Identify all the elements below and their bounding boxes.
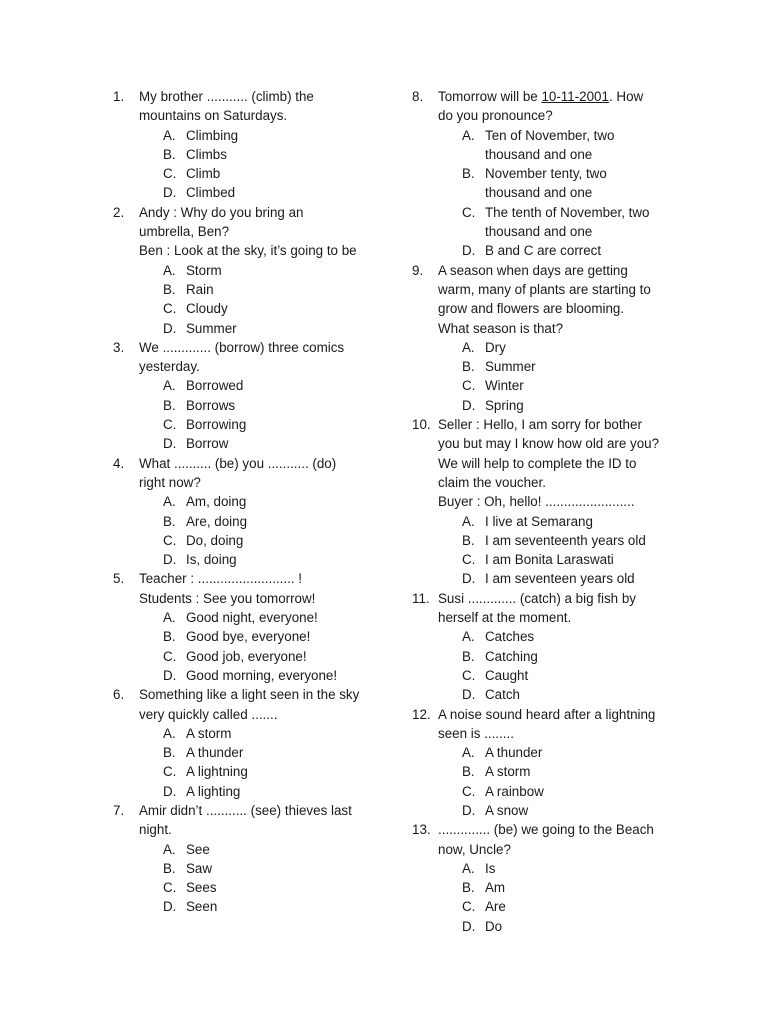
question-text: Andy : Why do you bring an xyxy=(139,204,304,220)
option-text: Do xyxy=(485,918,503,934)
question-text: We ............. (borrow) three comics xyxy=(139,339,345,355)
question-text: mountains on Saturdays. xyxy=(139,108,288,124)
option-text: November tenty, two xyxy=(485,166,607,182)
option-text: Winter xyxy=(485,378,524,394)
option-text: I am Bonita Laraswati xyxy=(485,552,614,568)
answer-option xyxy=(462,897,684,916)
option-letter: D. xyxy=(462,918,476,934)
question-text: Ben : Look at the sky, it’s going to be xyxy=(139,243,357,259)
answer-option xyxy=(163,647,375,666)
question-text: grow and flowers are blooming. xyxy=(438,301,625,317)
question-text-line xyxy=(139,106,375,125)
answer-option xyxy=(462,762,684,781)
answer-option xyxy=(163,126,375,145)
option-letter: B. xyxy=(163,745,176,761)
question-number: 13. xyxy=(412,822,431,838)
question-5 xyxy=(113,569,375,685)
question-number: 5. xyxy=(113,571,125,587)
answer-options xyxy=(139,376,375,453)
option-text: Do, doing xyxy=(186,532,244,548)
question-text-line xyxy=(139,820,375,839)
option-text: Borrows xyxy=(186,397,236,413)
option-letter: B. xyxy=(462,648,475,664)
option-text: B and C are correct xyxy=(485,243,602,259)
question-text: A season when days are getting xyxy=(438,262,628,278)
question-text-line xyxy=(438,87,684,106)
question-text-line xyxy=(438,415,684,434)
question-text: yesterday. xyxy=(139,359,200,375)
option-text: A storm xyxy=(186,725,232,741)
option-text: Rain xyxy=(186,281,214,297)
option-letter: C. xyxy=(462,667,476,683)
question-number: 6. xyxy=(113,687,125,703)
answer-option xyxy=(163,782,375,801)
question-text: Seller : Hello, I am sorry for bother xyxy=(438,417,642,433)
question-text: warm, many of plants are starting to xyxy=(438,281,651,297)
option-letter: D. xyxy=(462,802,476,818)
answer-option xyxy=(462,666,684,685)
answer-option xyxy=(163,319,375,338)
option-letter: C. xyxy=(163,417,177,433)
option-letter: B. xyxy=(462,764,475,780)
option-letter: A. xyxy=(163,378,176,394)
answer-option xyxy=(163,878,375,897)
option-text: Ten of November, two xyxy=(485,127,615,143)
option-letter: C. xyxy=(163,166,177,182)
question-text-line xyxy=(139,589,375,608)
option-text: Good job, everyone! xyxy=(186,648,307,664)
answer-option xyxy=(462,878,684,897)
answer-option xyxy=(462,126,684,165)
option-text: See xyxy=(186,841,210,857)
answer-options xyxy=(139,261,375,338)
answer-option xyxy=(163,396,375,415)
option-letter: D. xyxy=(462,243,476,259)
option-letter: A. xyxy=(462,860,475,876)
option-text: Borrow xyxy=(186,436,229,452)
answer-option xyxy=(462,782,684,801)
question-text-line xyxy=(139,357,375,376)
option-text: A snow xyxy=(485,802,529,818)
answer-option xyxy=(462,685,684,704)
option-letter: B. xyxy=(163,860,176,876)
option-text: The tenth of November, two xyxy=(485,204,650,220)
option-text: I live at Semarang xyxy=(485,513,593,529)
answer-options xyxy=(438,512,684,589)
question-text-line xyxy=(438,724,684,743)
question-text: night. xyxy=(139,822,172,838)
answer-option xyxy=(462,338,684,357)
answer-option xyxy=(163,415,375,434)
option-letter: A. xyxy=(163,127,176,143)
question-text-line xyxy=(139,569,375,588)
question-text-line xyxy=(438,492,684,511)
option-text: Are, doing xyxy=(186,513,248,529)
option-letter: B. xyxy=(462,532,475,548)
right-column xyxy=(412,87,684,936)
option-letter: C. xyxy=(163,648,177,664)
question-text: very quickly called ....... xyxy=(139,706,278,722)
answer-option xyxy=(163,724,375,743)
question-text: What .......... (be) you ........... (do) xyxy=(139,455,337,471)
option-letter: B. xyxy=(163,397,176,413)
option-letter: D. xyxy=(163,667,177,683)
answer-options xyxy=(438,126,684,261)
answer-option xyxy=(163,550,375,569)
option-letter: D. xyxy=(462,687,476,703)
option-letter: C. xyxy=(163,301,177,317)
question-text: seen is ........ xyxy=(438,725,514,741)
question-text: right now? xyxy=(139,474,201,490)
option-letter: D. xyxy=(462,397,476,413)
answer-option xyxy=(462,917,684,936)
answer-option xyxy=(462,376,684,395)
answer-options xyxy=(139,126,375,203)
option-letter: C. xyxy=(462,783,476,799)
question-number: 2. xyxy=(113,204,125,220)
answer-option xyxy=(462,627,684,646)
question-number: 11. xyxy=(412,590,430,606)
question-text: A noise sound heard after a lightning xyxy=(438,706,656,722)
option-text: A thunder xyxy=(485,745,543,761)
answer-option xyxy=(163,299,375,318)
answer-option xyxy=(462,396,684,415)
answer-option xyxy=(462,743,684,762)
option-text: Good bye, everyone! xyxy=(186,629,311,645)
option-text: Catches xyxy=(485,629,535,645)
question-text-line xyxy=(438,608,684,627)
question-text-line xyxy=(139,87,375,106)
option-letter: B. xyxy=(462,359,475,375)
question-10 xyxy=(412,415,684,589)
question-text: Susi ............. (catch) a big fish by xyxy=(438,590,636,606)
option-letter: D. xyxy=(462,571,476,587)
option-letter: A. xyxy=(462,127,475,143)
question-text: claim the voucher. xyxy=(438,474,546,490)
answer-options xyxy=(139,724,375,801)
option-text: Caught xyxy=(485,667,529,683)
question-number: 8. xyxy=(412,89,424,104)
question-text: now, Uncle? xyxy=(438,841,511,857)
option-text: A thunder xyxy=(186,745,244,761)
question-text-line xyxy=(139,454,375,473)
answer-option xyxy=(462,859,684,878)
option-text: Summer xyxy=(186,320,237,336)
answer-option xyxy=(163,608,375,627)
question-text: herself at the moment. xyxy=(438,610,572,626)
answer-options xyxy=(139,840,375,917)
answer-option xyxy=(462,164,684,203)
question-number: 12. xyxy=(412,706,431,722)
option-text: Cloudy xyxy=(186,301,228,317)
option-text: Summer xyxy=(485,359,536,375)
question-text: Teacher : .......................... ! xyxy=(139,571,302,587)
option-letter: B. xyxy=(163,513,176,529)
answer-option xyxy=(163,627,375,646)
question-text-line xyxy=(438,454,684,473)
answer-option xyxy=(163,183,375,202)
answer-option xyxy=(462,357,684,376)
option-letter: D. xyxy=(163,552,177,568)
answer-option xyxy=(163,434,375,453)
question-11 xyxy=(412,589,684,705)
question-text-line xyxy=(438,261,684,280)
question-text-line xyxy=(438,840,684,859)
option-text: Borrowing xyxy=(186,417,247,433)
answer-option xyxy=(163,840,375,859)
answer-option xyxy=(163,376,375,395)
answer-option xyxy=(462,569,684,588)
option-letter: C. xyxy=(462,552,476,568)
question-number: 3. xyxy=(113,339,125,355)
answer-options xyxy=(438,627,684,704)
option-text: Climb xyxy=(186,166,221,182)
question-4 xyxy=(113,454,375,570)
answer-option xyxy=(163,762,375,781)
question-number: 4. xyxy=(113,455,125,471)
question-7 xyxy=(113,801,375,917)
question-number: 1. xyxy=(113,89,125,104)
question-8 xyxy=(412,87,684,261)
question-text-line xyxy=(139,705,375,724)
question-text: Something like a light seen in the sky xyxy=(139,687,360,703)
answer-option xyxy=(163,897,375,916)
option-text: Are xyxy=(485,899,506,915)
option-letter: A. xyxy=(462,629,475,645)
option-letter: D. xyxy=(163,899,177,915)
answer-option xyxy=(163,164,375,183)
option-letter: D. xyxy=(163,436,177,452)
answer-option xyxy=(462,801,684,820)
option-text: Climbs xyxy=(186,146,227,162)
answer-option xyxy=(163,492,375,511)
option-letter: A. xyxy=(462,339,475,355)
question-text-line xyxy=(139,203,375,222)
answer-option xyxy=(462,647,684,666)
question-text-line xyxy=(438,473,684,492)
answer-option xyxy=(163,743,375,762)
option-letter: A. xyxy=(462,745,475,761)
option-text: Catch xyxy=(485,687,520,703)
option-text: Dry xyxy=(485,339,506,355)
option-text: Spring xyxy=(485,397,524,413)
answer-option xyxy=(462,203,684,242)
question-text-line xyxy=(438,106,684,125)
question-6 xyxy=(113,685,375,801)
question-text-line xyxy=(139,222,375,241)
question-number: 9. xyxy=(412,262,424,278)
option-letter: C. xyxy=(462,899,476,915)
question-9 xyxy=(412,261,684,415)
answer-option xyxy=(163,512,375,531)
question-text: do you pronounce? xyxy=(438,108,553,124)
option-text: Good morning, everyone! xyxy=(186,667,338,683)
answer-options xyxy=(139,608,375,685)
option-letter: B. xyxy=(163,281,176,297)
answer-option xyxy=(163,145,375,164)
option-letter: D. xyxy=(163,320,177,336)
option-letter: A. xyxy=(163,725,176,741)
question-text-line xyxy=(438,319,684,338)
answer-option xyxy=(462,512,684,531)
option-text: Storm xyxy=(186,262,222,278)
answer-option xyxy=(462,241,684,260)
option-letter: D. xyxy=(163,185,177,201)
option-letter: C. xyxy=(163,880,177,896)
answer-option xyxy=(462,531,684,550)
question-text: Amir didn’t ........... (see) thieves last xyxy=(139,802,352,818)
left-column xyxy=(113,87,375,917)
option-letter: A. xyxy=(163,610,176,626)
option-text: A lightning xyxy=(186,764,248,780)
answer-option xyxy=(163,531,375,550)
option-text: A lighting xyxy=(186,783,241,799)
option-letter: A. xyxy=(462,513,475,529)
question-text-line xyxy=(438,820,684,839)
question-text-line xyxy=(139,801,375,820)
question-text-line xyxy=(438,434,684,453)
option-text: thousand and one xyxy=(485,146,593,162)
question-text: . How xyxy=(608,89,644,104)
option-letter: A. xyxy=(163,262,176,278)
question-text: Buyer : Oh, hello! ........................ xyxy=(438,494,635,510)
question-text-line xyxy=(438,280,684,299)
question-text-line xyxy=(139,338,375,357)
answer-options xyxy=(438,859,684,936)
question-text-line xyxy=(139,685,375,704)
option-letter: C. xyxy=(462,378,476,394)
option-letter: C. xyxy=(163,532,177,548)
underlined-date: 10-11-2001 xyxy=(541,89,609,104)
option-letter: A. xyxy=(163,841,176,857)
option-text: Is, doing xyxy=(186,552,237,568)
answer-option xyxy=(163,261,375,280)
option-letter: C. xyxy=(462,204,476,220)
option-text: thousand and one xyxy=(485,185,593,201)
question-text: umbrella, Ben? xyxy=(139,224,230,240)
question-text: Students : See you tomorrow! xyxy=(139,590,316,606)
option-text: Climbed xyxy=(186,185,236,201)
question-text: you but may I know how old are you? xyxy=(438,436,660,452)
option-letter: D. xyxy=(163,783,177,799)
question-text: What season is that? xyxy=(438,320,564,336)
option-text: Saw xyxy=(186,860,213,876)
question-text: Tomorrow will be xyxy=(438,89,542,104)
answer-option xyxy=(163,280,375,299)
option-letter: B. xyxy=(462,166,475,182)
option-text: Catching xyxy=(485,648,538,664)
option-letter: B. xyxy=(163,146,176,162)
question-text-line xyxy=(438,589,684,608)
option-text: Am, doing xyxy=(186,494,247,510)
question-text-line xyxy=(438,299,684,318)
answer-option xyxy=(163,859,375,878)
option-letter: A. xyxy=(163,494,176,510)
answer-options xyxy=(139,492,375,569)
option-letter: B. xyxy=(462,880,475,896)
option-text: Am xyxy=(485,880,506,896)
option-letter: B. xyxy=(163,629,176,645)
option-text: I am seventeen years old xyxy=(485,571,635,587)
question-1 xyxy=(113,87,375,203)
option-text: thousand and one xyxy=(485,224,593,240)
answer-option xyxy=(462,550,684,569)
option-text: A rainbow xyxy=(485,783,544,799)
option-text: A storm xyxy=(485,764,531,780)
answer-option xyxy=(163,666,375,685)
question-text-line xyxy=(438,705,684,724)
answer-options xyxy=(438,338,684,415)
question-text: We will help to complete the ID to xyxy=(438,455,637,471)
question-text-line xyxy=(139,241,375,260)
option-text: Is xyxy=(485,860,496,876)
question-text: .............. (be) we going to the Beach xyxy=(438,822,654,838)
answer-options xyxy=(438,743,684,820)
question-number: 10. xyxy=(412,417,431,433)
option-text: Seen xyxy=(186,899,218,915)
question-3 xyxy=(113,338,375,454)
option-text: I am seventeenth years old xyxy=(485,532,646,548)
option-text: Climbing xyxy=(186,127,239,143)
option-text: Good night, everyone! xyxy=(186,610,318,626)
question-number: 7. xyxy=(113,802,125,818)
question-13 xyxy=(412,820,684,936)
question-2 xyxy=(113,203,375,338)
option-letter: C. xyxy=(163,764,177,780)
question-12 xyxy=(412,705,684,821)
option-text: Borrowed xyxy=(186,378,244,394)
option-text: Sees xyxy=(186,880,217,896)
question-text-line xyxy=(139,473,375,492)
question-text: My brother ........... (climb) the xyxy=(139,89,314,104)
